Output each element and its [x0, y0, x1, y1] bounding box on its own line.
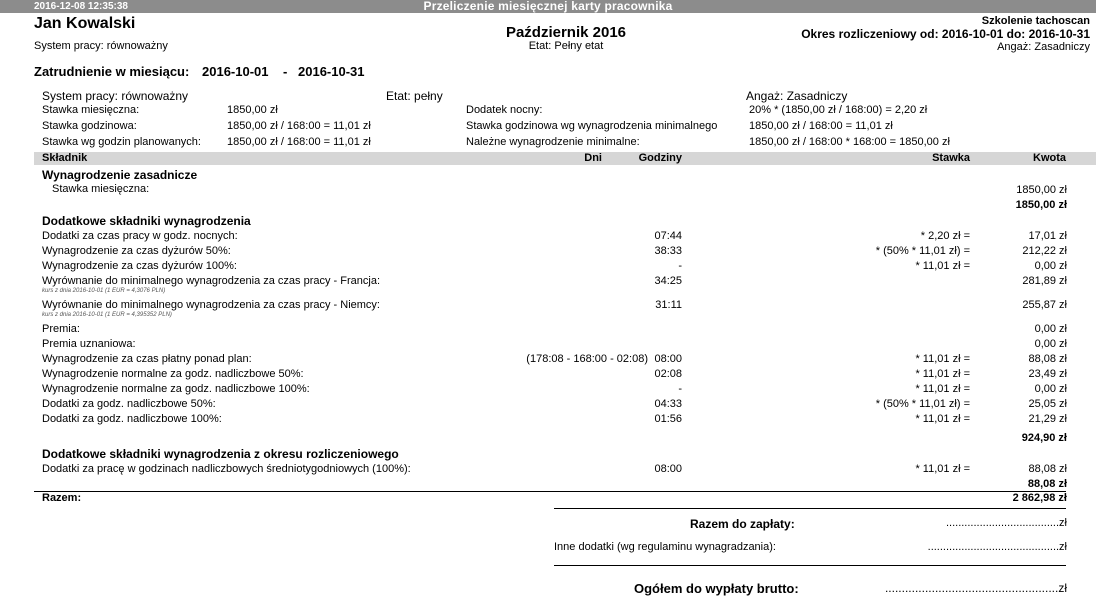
row-label: Wynagrodzenie za czas dyżurów 100%: — [42, 260, 237, 272]
rate-label: Stawka miesięczna: — [42, 104, 140, 116]
total-amount: 2 862,98 zł — [1012, 492, 1067, 504]
row-hours: 04:33 — [654, 398, 682, 410]
row-label: Dodatki za pracę w godzinach nadliczbowych średniotygodniowych (100%): — [42, 463, 411, 475]
row-hours: 01:56 — [654, 413, 682, 425]
row-hours: 31:11 — [655, 299, 682, 311]
row-hours: 02:08 — [654, 368, 682, 380]
section-title: Dodatkowe składniki wynagrodzenia z okresu rozliczeniowego — [42, 447, 399, 461]
row-amount: 255,87 zł — [1022, 299, 1067, 311]
footer-divider — [554, 565, 1066, 566]
etat-label: Etat: Pełny etat — [528, 40, 604, 52]
rate-value: 1850,00 zł / 168:00 = 11,01 zł — [749, 120, 893, 132]
rate-label: Stawka godzinowa: — [42, 120, 137, 132]
row-amount: 0,00 zł — [1034, 338, 1067, 350]
row-amount: 0,00 zł — [1034, 323, 1067, 335]
employment-label: Zatrudnienie w miesiącu: — [34, 64, 190, 79]
row-hours: 08:00 — [654, 353, 682, 365]
row-hours: 07:44 — [654, 230, 682, 242]
rate-label: Stawka wg godzin planowanych: — [42, 136, 201, 148]
title-bar — [0, 0, 1096, 13]
other-additions-label: Inne dodatki (wg regulaminu wynagradzania): — [554, 541, 776, 553]
to-pay-value: .....................................zł — [945, 517, 1067, 529]
row-rate: * 11,01 zł = — [915, 260, 970, 272]
row-label: Wyrównanie do minimalnego wynagrodzenia za czas pracy - Niemcy: — [42, 299, 380, 311]
row-amount: 25,05 zł — [1028, 398, 1067, 410]
column-header-days: Dni — [584, 152, 602, 164]
footer-divider — [554, 508, 1066, 509]
row-rate: * 11,01 zł = — [915, 368, 970, 380]
row-label: Stawka miesięczna: — [52, 183, 150, 195]
rate-value: 1850,00 zł / 168:00 = 11,01 zł — [227, 136, 371, 148]
row-amount: 0,00 zł — [1034, 260, 1067, 272]
section-title: Wynagrodzenie zasadnicze — [42, 168, 198, 182]
rate-value: 1850,00 zł / 168:00 * 168:00 = 1850,00 zł — [749, 136, 950, 148]
row-hours: 38:33 — [654, 245, 682, 257]
info-system: System pracy: równoważny — [42, 89, 189, 103]
row-amount: 1850,00 zł — [1016, 184, 1067, 196]
row-amount: 17,01 zł — [1028, 230, 1067, 242]
row-label: Dodatki za godz. nadliczbowe 100%: — [42, 413, 222, 425]
column-header-rate: Stawka — [932, 152, 970, 164]
info-angaz: Angaż: Zasadniczy — [746, 89, 848, 103]
rate-value: 1850,00 zł / 168:00 = 11,01 zł — [227, 120, 371, 132]
settlement-period: Okres rozliczeniowy od: 2016-10-01 do: 2016-10-31 — [801, 27, 1090, 41]
column-header-item: Składnik — [42, 152, 88, 164]
row-label: Wynagrodzenie normalne za godz. nadliczbowe 100%: — [42, 383, 310, 395]
to-pay-label: Razem do zapłaty: — [690, 517, 795, 531]
row-hours: - — [678, 260, 682, 272]
gross-value: ....................................................zł — [884, 581, 1067, 595]
rate-label: Należne wynagrodzenie minimalne: — [466, 136, 640, 148]
engagement-label: Angaż: Zasadniczy — [997, 41, 1090, 53]
exchange-rate-note: kurs z dnia 2016-10-01 (1 EUR = 4,395352 PLN) — [42, 312, 172, 318]
row-hours: 08:00 — [654, 463, 682, 475]
company-name: Szkolenie tachoscan — [981, 15, 1090, 27]
section-subtotal: 1850,00 zł — [1015, 199, 1067, 211]
row-days: (178:08 - 168:00 - 02:08) — [526, 353, 648, 365]
row-label: Premia: — [42, 323, 80, 335]
row-hours: - — [678, 383, 682, 395]
employment-from: 2016-10-01 — [202, 64, 269, 79]
rate-value: 1850,00 zł — [227, 104, 278, 116]
row-amount: 88,08 zł — [1028, 353, 1067, 365]
total-label: Razem: — [42, 492, 82, 504]
row-label: Wynagrodzenie za czas płatny ponad plan: — [42, 353, 252, 365]
info-etat: Etat: pełny — [386, 89, 443, 103]
column-header-hours: Godziny — [638, 152, 682, 164]
rate-value: 20% * (1850,00 zł / 168:00) = 2,20 zł — [749, 104, 928, 116]
employment-dash: - — [283, 64, 288, 79]
row-amount: 281,89 zł — [1022, 275, 1067, 287]
exchange-rate-note: kurs z dnia 2016-10-01 (1 EUR = 4,3076 PLN) — [42, 288, 166, 294]
section-subtotal: 924,90 zł — [1021, 432, 1067, 444]
section-subtotal: 88,08 zł — [1027, 478, 1067, 490]
timestamp: 2016-12-08 12:35:38 — [34, 1, 128, 12]
row-amount: 88,08 zł — [1028, 463, 1067, 475]
row-rate: * (50% * 11,01 zł) = — [875, 398, 970, 410]
rate-label: Stawka godzinowa wg wynagrodzenia minimalnego — [466, 120, 718, 132]
work-system: System pracy: równoważny — [34, 40, 168, 52]
section-title: Dodatkowe składniki wynagrodzenia — [42, 214, 251, 228]
other-additions-value: ...........................................zł — [927, 541, 1067, 553]
employee-name: Jan Kowalski — [34, 15, 136, 32]
row-label: Dodatki za czas pracy w godz. nocnych: — [42, 230, 238, 242]
row-rate: * (50% * 11,01 zł) = — [875, 245, 970, 257]
window-title: Przeliczenie miesięcznej karty pracownika — [423, 0, 673, 13]
row-rate: * 11,01 zł = — [915, 413, 970, 425]
gross-label: Ogółem do wypłaty brutto: — [634, 581, 799, 596]
row-label: Wynagrodzenie normalne za godz. nadliczbowe 50%: — [42, 368, 304, 380]
row-rate: * 2,20 zł = — [920, 230, 970, 242]
row-label: Dodatki za godz. nadliczbowe 50%: — [42, 398, 216, 410]
row-rate: * 11,01 zł = — [915, 463, 970, 475]
row-rate: * 11,01 zł = — [915, 353, 970, 365]
row-rate: * 11,01 zł = — [915, 383, 970, 395]
row-amount: 0,00 zł — [1034, 383, 1067, 395]
row-hours: 34:25 — [654, 275, 682, 287]
row-label: Premia uznaniowa: — [42, 338, 136, 350]
month-title: Październik 2016 — [505, 24, 627, 41]
total-divider — [34, 491, 1066, 492]
employment-to: 2016-10-31 — [298, 64, 365, 79]
column-header-amount: Kwota — [1033, 152, 1066, 164]
rate-label: Dodatek nocny: — [466, 104, 543, 116]
row-amount: 23,49 zł — [1028, 368, 1067, 380]
row-amount: 212,22 zł — [1022, 245, 1067, 257]
row-label: Wynagrodzenie za czas dyżurów 50%: — [42, 245, 231, 257]
row-label: Wyrównanie do minimalnego wynagrodzenia za czas pracy - Francja: — [42, 275, 380, 287]
row-amount: 21,29 zł — [1028, 413, 1067, 425]
